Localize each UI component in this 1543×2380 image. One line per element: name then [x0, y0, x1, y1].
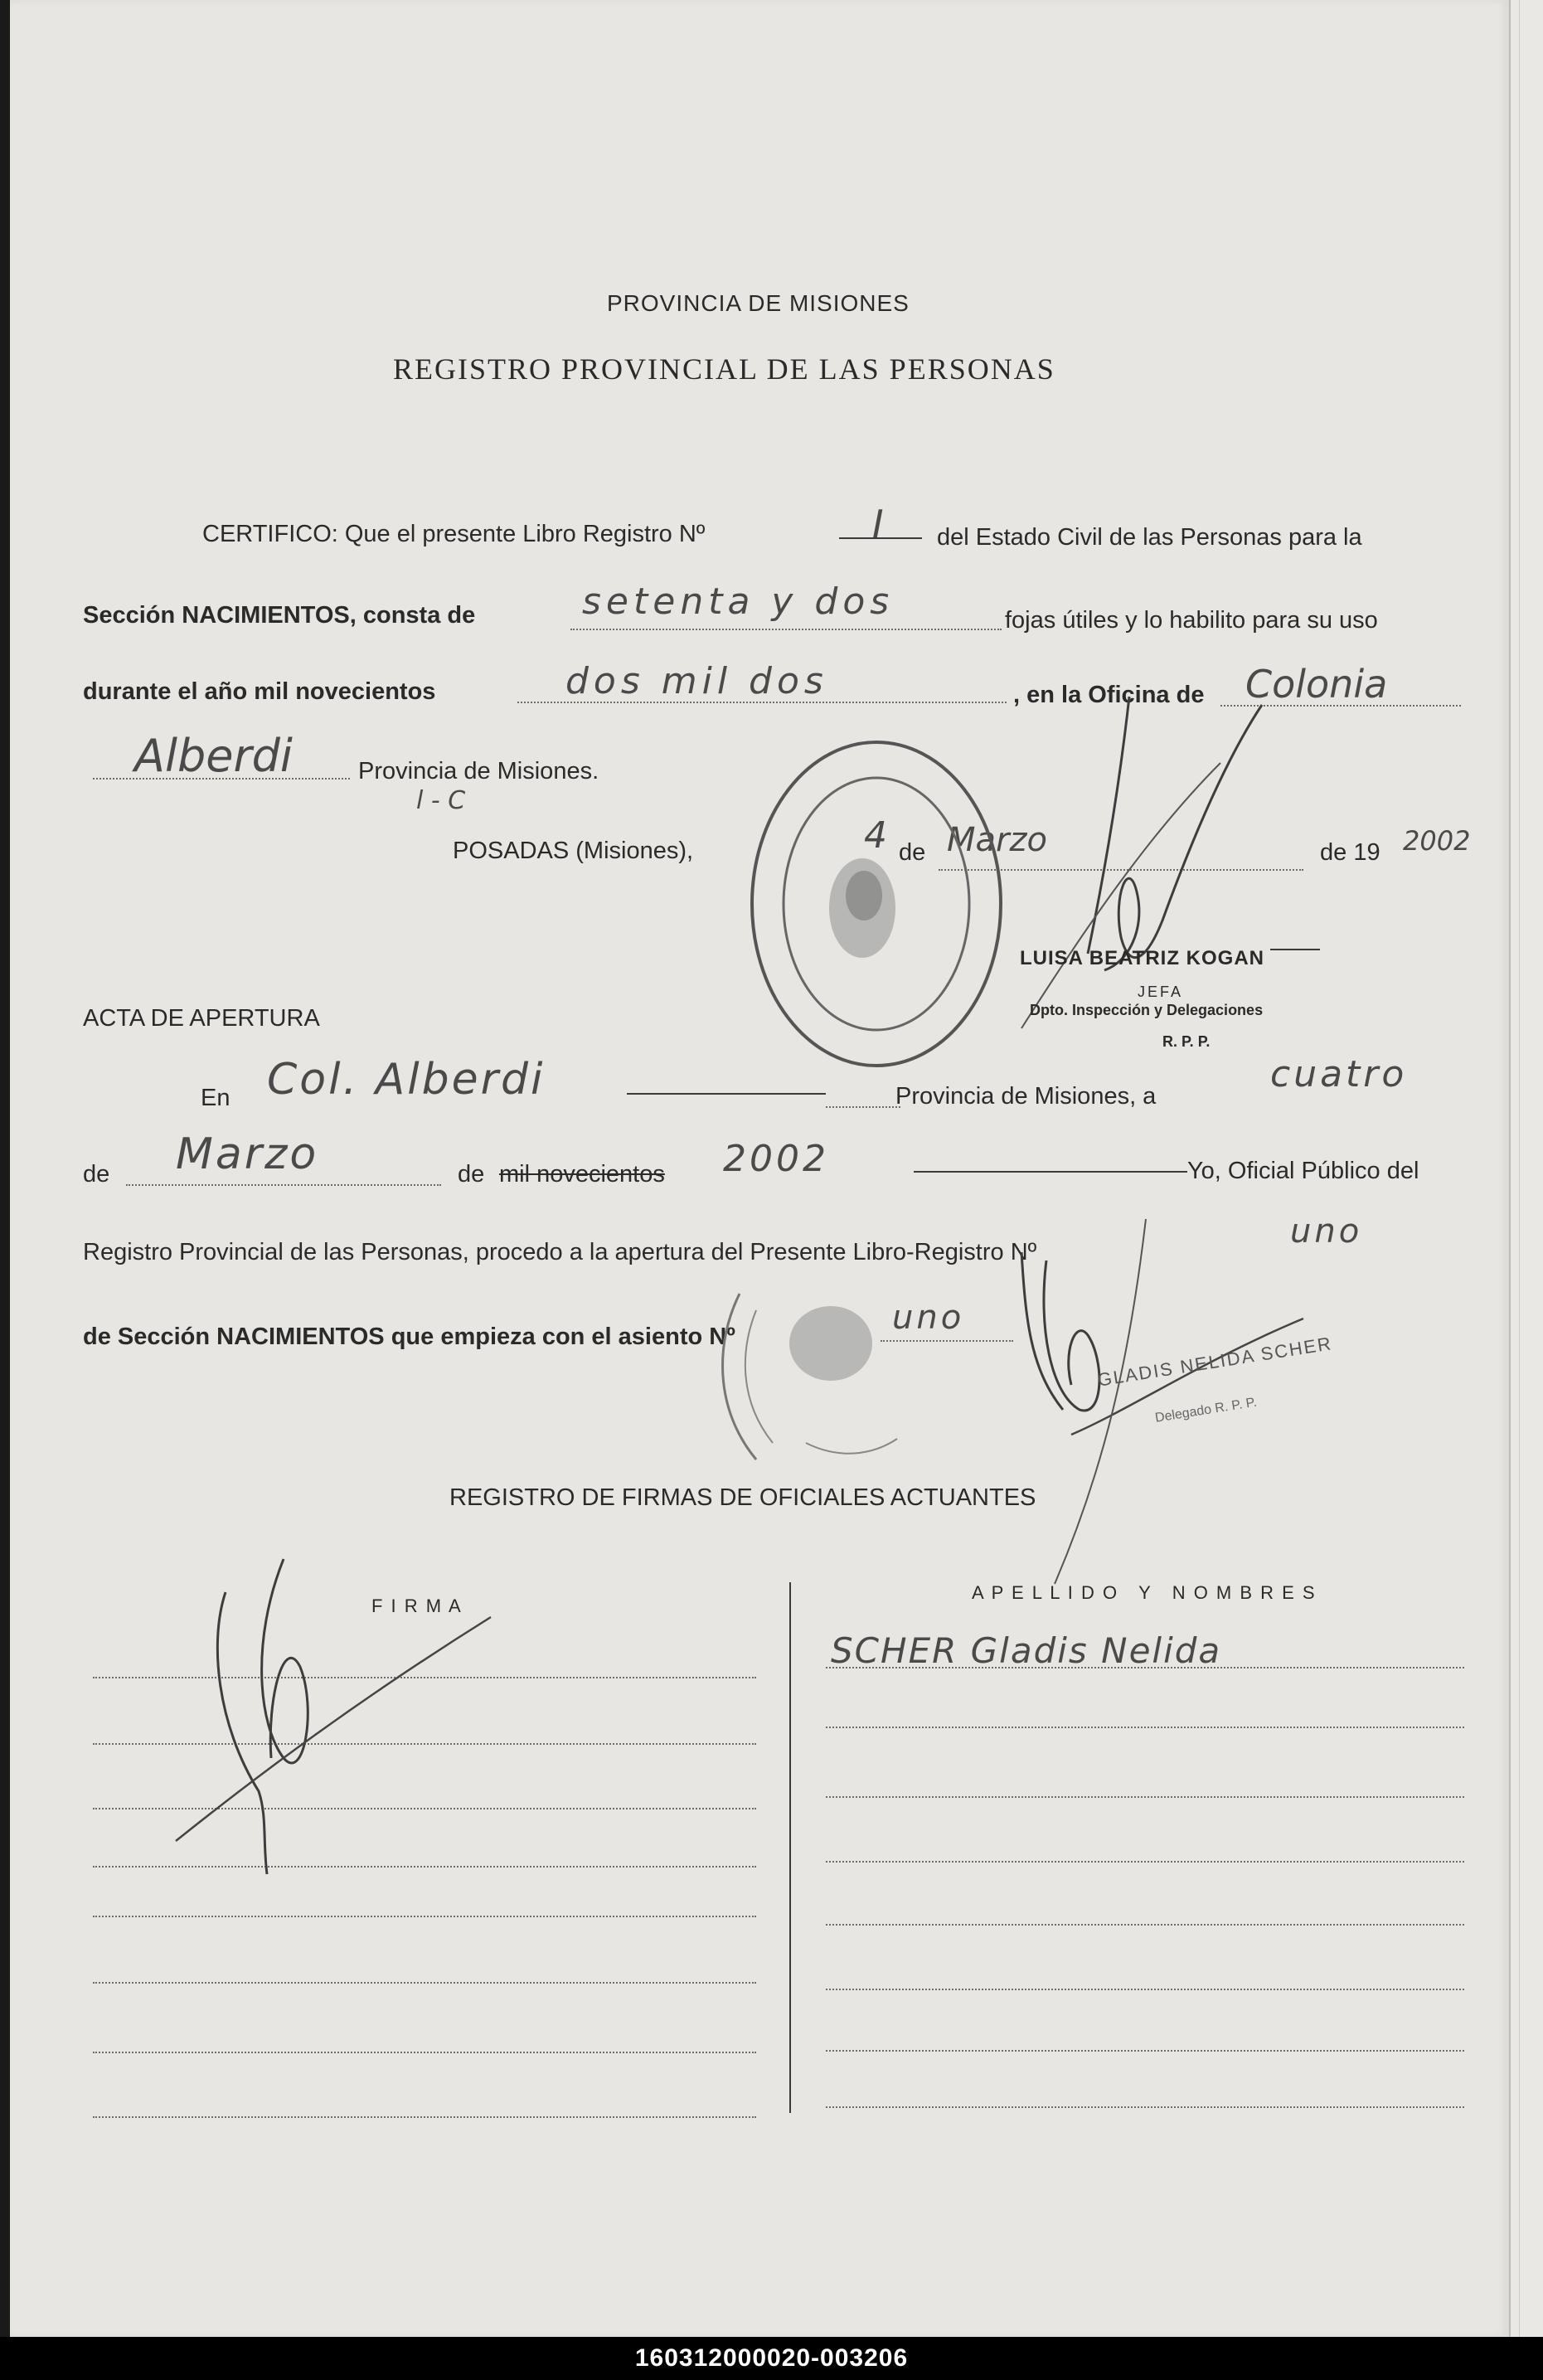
scher-stamp-role: Delegado R. P. P.	[1154, 1395, 1259, 1426]
apellido-line	[826, 1796, 1464, 1798]
month-hw: Marzo	[947, 821, 1047, 859]
apellido-header: A P E L L I D O Y N O M B R E S	[972, 1582, 1317, 1603]
oficina2-line	[93, 778, 350, 780]
official-seal-icon	[740, 730, 1013, 1078]
seccion-label: Sección NACIMIENTOS, consta de	[83, 602, 476, 629]
acta-month-dots	[126, 1184, 441, 1186]
apellido-line	[826, 1861, 1464, 1863]
apellido-line	[826, 1924, 1464, 1926]
apellido-line	[826, 2106, 1464, 2108]
kogan-org: R. P. P.	[1162, 1033, 1211, 1050]
kogan-line	[1270, 949, 1320, 950]
acta-provincia-label: Provincia de Misiones, a	[895, 1083, 1157, 1110]
de19-label: de 19	[1320, 839, 1380, 866]
day-hw: 4	[864, 814, 887, 857]
delegate-seal-icon	[706, 1277, 922, 1476]
scher-signature-icon	[939, 1194, 1320, 1592]
apellido-line	[826, 2050, 1464, 2052]
book-number-line	[839, 537, 922, 539]
apellido-line	[826, 1727, 1464, 1728]
acta-place-dots	[826, 1106, 900, 1108]
fojas-label: fojas útiles y lo habilito para su uso	[1005, 607, 1378, 634]
registry-heading: REGISTRO PROVINCIAL DE LAS PERSONAS	[393, 352, 1055, 386]
apellido-line	[826, 1989, 1464, 1990]
firma-entry-hw: SCHER Gladis Nelida	[831, 1630, 1222, 1671]
book-number-hw: I	[872, 502, 884, 546]
page-edge-inner	[1519, 0, 1543, 2337]
acta-asiento-hw: uno	[892, 1299, 965, 1337]
acta-en-label: En	[201, 1085, 230, 1111]
acta-month-hw: Marzo	[176, 1129, 319, 1179]
firma-line	[93, 2116, 756, 2118]
acta-place-rule	[627, 1093, 826, 1095]
acta-day-hw: cuatro	[1270, 1053, 1408, 1095]
scher-stamp-name: GLADIS NELIDA SCHER	[1096, 1333, 1334, 1391]
de-label: de	[899, 839, 926, 866]
column-divider	[789, 1582, 791, 2113]
firma-header: F I R M A	[371, 1596, 463, 1616]
acta-struck-text: mil novecientos	[499, 1161, 665, 1188]
acta-year-hw: 2002	[723, 1138, 829, 1180]
firma-signature-icon	[159, 1542, 507, 1891]
fojas-hw: setenta y dos	[582, 580, 895, 623]
firma-line	[93, 2052, 756, 2053]
durante-label: durante el año mil novecientos	[83, 678, 436, 705]
posadas-label: POSADAS (Misiones),	[453, 838, 694, 864]
year-line	[517, 702, 1007, 703]
acta-de-label2: de	[458, 1161, 485, 1188]
provincia-label: Provincia de Misiones.	[358, 758, 599, 784]
acta-yo-label: Yo, Oficial Público del	[1187, 1158, 1419, 1184]
province-heading: PROVINCIA DE MISIONES	[607, 290, 910, 316]
firma-line	[93, 1982, 756, 1984]
kogan-role: JEFA	[1138, 984, 1184, 1000]
acta-year-rule	[914, 1171, 1187, 1173]
kogan-dept: Dpto. Inspección y Delegaciones	[1030, 1002, 1264, 1018]
fojas-line	[570, 629, 1002, 630]
firma-line	[93, 1916, 756, 1917]
acta-title: ACTA DE APERTURA	[83, 1005, 320, 1032]
apellido-line	[826, 1667, 1464, 1668]
kogan-name: LUISA BEATRIZ KOGAN	[1020, 947, 1264, 969]
archive-code: 160312000020-003206	[0, 2337, 1543, 2380]
year-hw: dos mil dos	[565, 660, 828, 702]
document-page	[10, 0, 1509, 2337]
oficina-hw2: Alberdi	[134, 730, 293, 782]
initials-hw: l - C	[416, 786, 466, 815]
acta-de-label: de	[83, 1161, 110, 1188]
certifico-label: CERTIFICO: Que el presente Libro Registro Nº	[202, 521, 706, 547]
acta-place-hw: Col. Alberdi	[267, 1055, 546, 1105]
acta-libro-hw: uno	[1290, 1212, 1363, 1251]
oficina-label: , en la Oficina de	[1013, 682, 1205, 708]
acta-registro-label: Registro Provincial de las Personas, procedo a la apertura del Presente Libro-Registro Nº	[83, 1239, 1037, 1265]
year2-hw: 2002	[1403, 825, 1471, 857]
acta-seccion-label: de Sección NACIMIENTOS que empieza con el asiento Nº	[83, 1324, 735, 1350]
estado-civil-label: del Estado Civil de las Personas para la	[937, 524, 1362, 551]
oficina-hw: Colonia	[1245, 662, 1388, 707]
firmas-title: REGISTRO DE FIRMAS DE OFICIALES ACTUANTES	[449, 1484, 1036, 1511]
